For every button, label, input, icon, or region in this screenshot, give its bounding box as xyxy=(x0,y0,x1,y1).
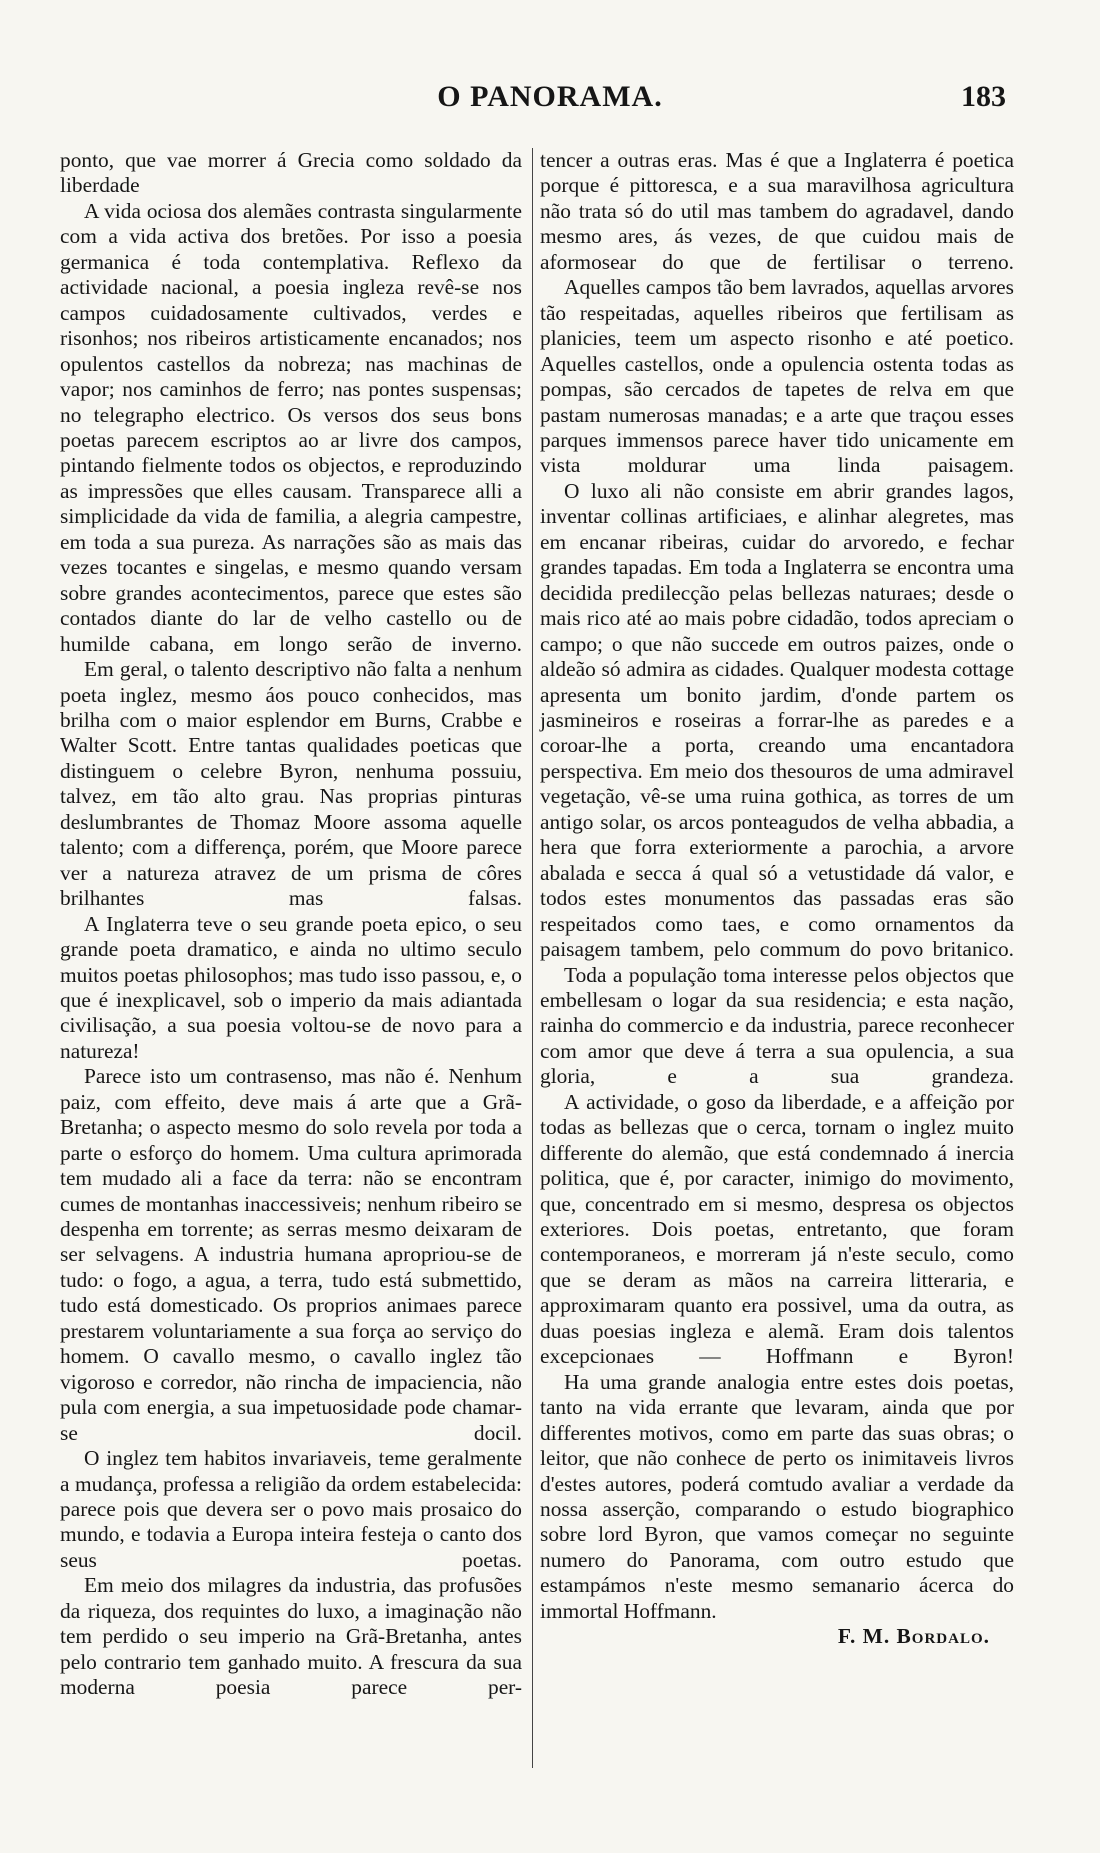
paragraph: A actividade, o goso da liberdade, e a affeição por todas as bellezas que o cerca, tornam o inglez muito differente do alemão, que está condemnado á inercia politica, que é, por caracter, inimigo do movimento, que, concentrado em si mesmo, despresa os objectos exteriores. Dois poetas, entretanto, que foram contemporaneos, e morreram já n'este seculo, como que se deram as mãos na carreira litteraria, e approximaram quanto era possivel, uma da outra, as duas poesias ingleza e alemã. Eram dois talentos excepcionaes — Hoffmann e Byron! xyxy=(540,1089,1014,1369)
right-column xyxy=(540,148,1014,1650)
paragraph: Parece isto um contrasenso, mas não é. Nenhum paiz, com effeito, deve mais á arte que a Grã-Bretanha; o aspecto mesmo do solo revela por toda a parte o esforço do homem. Uma cultura aprimorada tem mudado ali a face da terra: não se encontram cumes de montanhas inaccessiveis; nenhum ribeiro se despenha em torrente; as serras mesmo deixaram de ser selvagens. A industria humana apropriou-se de tudo: o fogo, a agua, a terra, tudo está submettido, tudo está domesticado. Os proprios animaes parece prestarem voluntariamente a sua força ao serviço do homem. O cavallo mesmo, o cavallo inglez tão vigoroso e corredor, não rincha de impaciencia, não pula com energia, a sua impetuosidade pode chamar-se docil. xyxy=(60,1064,522,1445)
paragraph: Em geral, o talento descriptivo não falta a nenhum poeta inglez, mesmo áos pouco conhecidos, mas brilha com o maior esplendor em Burns, Crabbe e Walter Scott. Entre tantas qualidades poeticas que distinguem o celebre Byron, nenhuma possuiu, talvez, em tão alto grau. Nas proprias pinturas deslumbrantes de Thomaz Moore assoma aquelle talento; com a differença, porém, que Moore parece ver a natureza atravez de um prisma de côres brilhantes mas falsas. xyxy=(60,657,522,911)
page-header xyxy=(0,62,1100,114)
paragraph: Aquelles campos tão bem lavrados, aquellas arvores tão respeitadas, aquelles ribeiros que fertilisam as planicies, teem um aspecto risonho e até poetico. Aquelles castellos, onde a opulencia ostenta todas as pompas, são cercados de tapetes de relva em que pastam numerosas manadas; e a arte que traçou esses parques immensos parece haver tido unicamente em vista moldurar uma linda paisagem. xyxy=(540,275,1014,478)
paragraph: ponto, que vae morrer á Grecia como soldado da liberdade xyxy=(60,148,522,198)
paragraph: A vida ociosa dos alemães contrasta singularmente com a vida activa dos bretões. Por isso a poesia germanica é toda contemplativa. Reflexo da actividade nacional, a poesia ingleza revê-se nos campos cuidadosamente cultivados, verdes e risonhos; nos ribeiros artisticamente encanados; nos opulentos castellos da nobreza; nas machinas de vapor; nos caminhos de ferro; nas pontes suspensas; no telegrapho electrico. Os versos dos seus bons poetas parecem escriptos ao ar livre dos campos, pintando fielmente todos os objectos, e reproduzindo as impressões que elles causam. Transparece alli a simplicidade da vida de familia, a alegria campestre, em toda a sua pureza. As narrações são as mais das vezes tocantes e singelas, e mesmo quando versam sobre grandes acontecimentos, parece que estes são contados diante do lar de velho castello ou de humilde cabana, em longo serão de inverno. xyxy=(60,198,522,656)
paragraph: A Inglaterra teve o seu grande poeta epico, o seu grande poeta dramatico, e ainda no ultimo seculo muitos poetas philosophos; mas tudo isso passou, e, o que é inexplicavel, sob o imperio da mais adiantada civilisação, a sua poesia voltou-se de novo para a natureza! xyxy=(60,911,522,1063)
paragraph: O inglez tem habitos invariaveis, teme geralmente a mudança, professa a religião da ordem estabelecida: parece pois que devera ser o povo mais prosaico do mundo, e todavia a Europa inteira festeja o canto dos seus poetas. xyxy=(60,1446,522,1572)
left-column xyxy=(60,148,522,1701)
author-signature: F. M. Bordalo. xyxy=(837,1624,990,1649)
page-number: 183 xyxy=(961,80,1006,113)
paragraph: Ha uma grande analogia entre estes dois poetas, tanto na vida errante que levaram, ainda que por differentes motivos, como em parte das suas obras; o leitor, que não conhece de perto os inimitaveis livros d'estes autores, poderá comtudo avaliar a verdade da nossa asserção, comparando o estudo biographico sobre lord Byron, que vamos começar no seguinte numero do Panorama, com outro estudo que estampámos n'este mesmo semanario ácerca do immortal Hoffmann. xyxy=(540,1369,1014,1623)
paragraph: Toda a população toma interesse pelos objectos que embellesam o logar da sua residencia; e esta nação, rainha do commercio e da industria, parece reconhecer com amor que deve á terra a sua opulencia, a sua gloria, e a sua grandeza. xyxy=(540,962,1014,1089)
paragraph: Em meio dos milagres da industria, das profusões da riqueza, dos requintes do luxo, a imaginação não tem perdido o seu imperio na Grã-Bretanha, antes pelo contrario tem ganhado muito. A frescura da sua moderna poesia parece per- xyxy=(60,1573,522,1700)
paragraph: tencer a outras eras. Mas é que a Inglaterra é poetica porque é pittoresca, e a sua maravilhosa agricultura não trata só do util mas tambem do agradavel, dando mesmo ares, ás vezes, de que cuidou mais de aformosear do que de fertilisar o terreno. xyxy=(540,148,1014,274)
paragraph: O luxo ali não consiste em abrir grandes lagos, inventar collinas artificiaes, e alinhar alegretes, mas em encanar ribeiras, cuidar do arvoredo, e fechar grandes tapadas. Em toda a Inglaterra se encontra uma decidida predilecção pelas bellezas naturaes; desde o mais rico até ao mais pobre cidadão, todos apreciam o campo; o que não succede em outros paizes, onde o aldeão só admira as cidades. Qualquer modesta cottage apresenta um bonito jardim, d'onde partem os jasmineiros e roseiras a forrar-lhe as paredes e a coroar-lhe a porta, creando uma encantadora perspectiva. Em meio dos thesouros de uma admiravel vegetação, vê-se uma ruina gothica, as torres de um antigo solar, os arcos ponteagudos de velha abbadia, a hera que forra exteriormente a parochia, a arvore abalada e secca á qual só a vetustidade dá valor, e todos estes monumentos das passadas eras são respeitados como taes, e como ornamentos da paisagem tambem, pelo commum do povo britanico. xyxy=(540,478,1014,962)
column-divider xyxy=(532,148,533,1768)
masthead-title: O PANORAMA. xyxy=(437,80,663,113)
